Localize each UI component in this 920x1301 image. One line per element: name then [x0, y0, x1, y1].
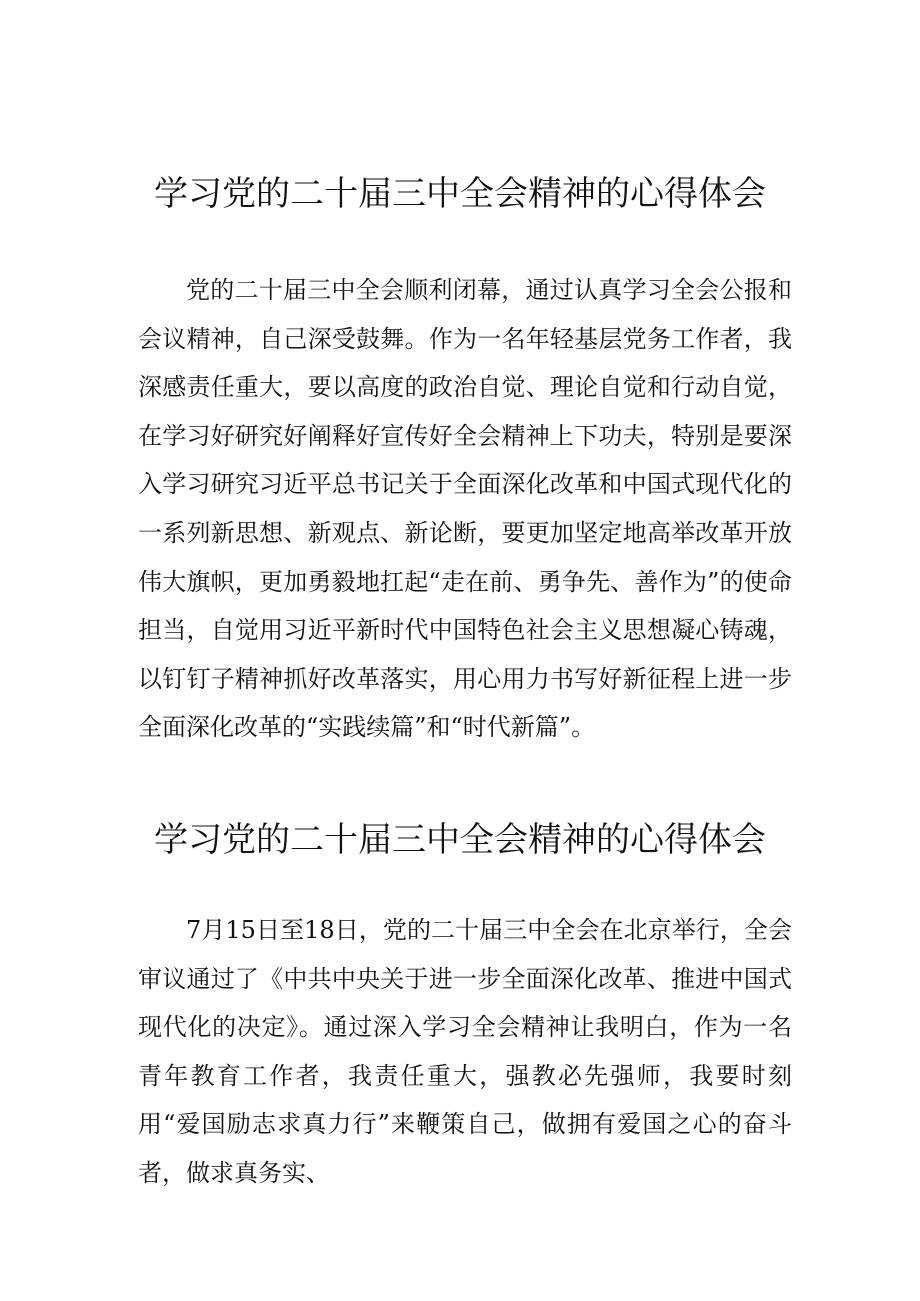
article-paragraph: 党的二十届三中全会顺利闭幕，通过认真学习全会公报和会议精神，自己深受鼓舞。作为一名年轻基层党务工作者，我深感责任重大，要以高度的政治自觉、理论自觉和行动自觉，在学习好研究好阐释好宣传好全会精神上下功夫，特别是要深入学习研究习近平总书记关于全面深化改革和中国式现代化的一系列新思想、新观点、新论断，要更加坚定地高举改革开放伟大旗帜，更加勇毅地扛起“走在前、勇争先、善作为”的使命担当，自觉用习近平新时代中国特色社会主义思想凝心铸魂，以钉钉子精神抓好改革落实，用心用力书写好新征程上进一步全面深化改革的“实践续篇”和“时代新篇”。 [138, 276, 792, 742]
article-section-2 [0, 810, 920, 1187]
article-section-1 [0, 164, 920, 742]
article-title: 学习党的二十届三中全会精神的心得体会 [154, 174, 766, 214]
article-title: 学习党的二十届三中全会精神的心得体会 [154, 820, 766, 860]
article-paragraph: 7月15日至18日，党的二十届三中全会在北京举行，全会审议通过了《中共中央关于进一步全面深化改革、推进中国式现代化的决定》。通过深入学习全会精神让我明白，作为一名青年教育工作者，我责任重大，强教必先强师，我要时刻用“爱国励志求真力行”来鞭策自己，做拥有爱国之心的奋斗者，做求真务实、 [138, 916, 792, 1187]
